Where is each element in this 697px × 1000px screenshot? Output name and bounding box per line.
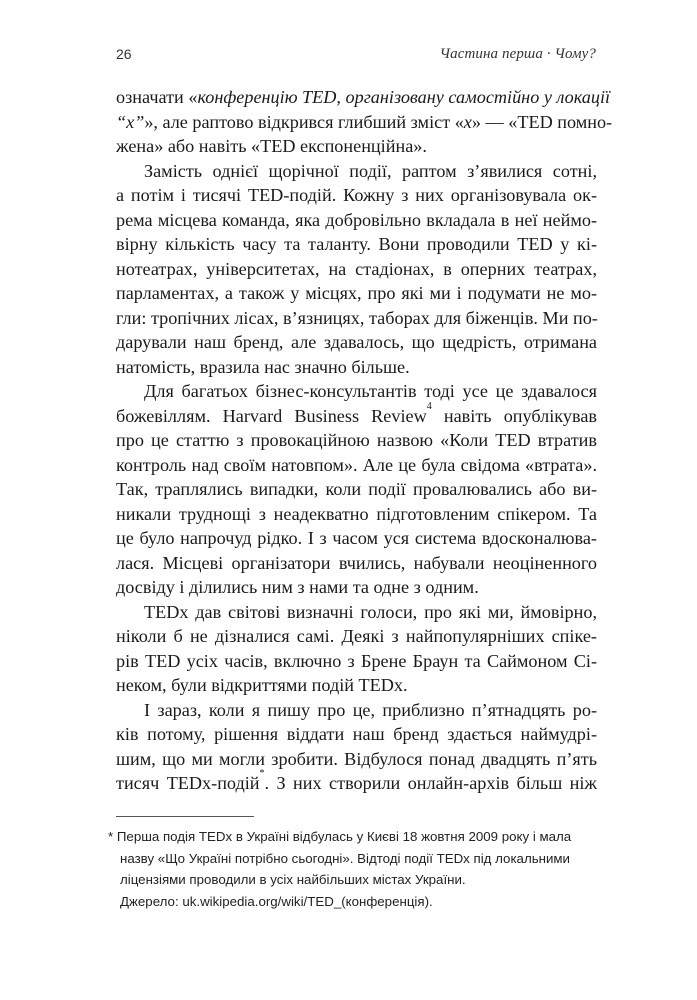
footnote-line: назву «Що Україні потрібно сьогодні». Відтоді події TEDx під локальними [120, 850, 570, 866]
text-line: вірну кількість часу та таланту. Вони проводили TED у кі- [116, 234, 597, 254]
text-line [116, 768, 597, 796]
text-line: Замість однієї щорічної події, раптом з’явилися сотні, [144, 160, 597, 181]
text-line: неком, були відкриттями подій TEDx. [116, 675, 408, 695]
text-line: ніколи б не дізналися самі. Деякі з найпопулярніших спіке- [116, 626, 597, 646]
text-line: дарували наш бренд, але здавалось, що щедрість, отримана [116, 332, 597, 352]
text-line: досвіду і ділились ним з нами та одне з одним. [116, 577, 479, 597]
text-run: тисяч TEDx-подій [116, 773, 260, 793]
paragraph-1 [116, 85, 613, 159]
text-line [116, 85, 611, 110]
text-line: контроль над своїм натовпом». Але це була свідома «втрата». [116, 454, 597, 475]
footnote-line: ліцензіями проводили в усіх найбільших містах України. [120, 872, 466, 887]
footnote-reference[interactable]: * [259, 768, 265, 779]
text-line: шим, що ми могли зробити. Відбулося понад двадцять п’ять [116, 748, 597, 769]
text-line: Так, траплялись випадки, коли події провалювались або ви- [116, 479, 597, 499]
text-line: парламентах, а також у місцях, про які ми і подумати не мо- [116, 283, 597, 303]
footnote-line: * Перша подія TEDx в Україні відбулась у Києві 18 жовтня 2009 року і мала [108, 829, 572, 844]
page-number: 26 [116, 46, 132, 62]
text-line: це було напрочуд рідко. І з часом уся система вдосконалюва- [116, 528, 597, 548]
paragraph-3 [116, 379, 597, 600]
text-line: гли: тропічних лісах, в’язницях, таборах для біженців. Ми по- [116, 307, 598, 328]
text-run: . З них створили онлайн-архів більш ніж [264, 773, 597, 793]
italic-run: “x” [116, 111, 145, 132]
text-line: нотеатрах, університетах, на стадіонах, в оперних театрах, [116, 258, 597, 279]
text-line: жена» або навіть «TED експоненційна». [116, 136, 427, 156]
page-header [116, 46, 596, 68]
footnote-source: Джерело: uk.wikipedia.org/wiki/TED_(конференція). [120, 893, 433, 909]
body-text [116, 85, 613, 796]
text-run: », але раптово відкрився глибший зміст « [144, 111, 464, 132]
text-line: лася. Місцеві організатори вчились, набували неоціненного [116, 552, 597, 573]
text-line: ків потому, рішення віддати наш бренд здається наймудрі- [116, 724, 597, 744]
paragraph-4 [116, 600, 597, 698]
italic-run: конференцію TED, організовану самостійно у локації [197, 87, 611, 107]
text-line: TEDx дав світові визначні голоси, про які ми, ймовірно, [144, 601, 597, 622]
text-line [116, 110, 613, 135]
text-line: рів TED усіх часів, включно з Брене Браун та Саймоном Сі- [116, 650, 597, 671]
text-line: натомість, вразила нас значно більше. [116, 356, 410, 377]
text-line: І зараз, коли я пишу про це, приблизно п’ятнадцять ро- [144, 699, 597, 720]
text-run: » — «TED помно- [471, 111, 613, 132]
italic-run: x [463, 111, 472, 132]
footnote [108, 826, 600, 912]
paragraph-5 [116, 698, 597, 796]
footnote-divider [116, 816, 254, 817]
text-line: никали труднощі з неадекватно підготовленим спікером. Та [116, 503, 597, 524]
text-run: навіть опублікував [431, 405, 597, 426]
text-line: про це статтю з провокаційною назвою «Коли TED втратив [116, 430, 597, 450]
text-run: божевіллям. Harvard Business Review [116, 405, 427, 426]
footnote-reference[interactable]: 4 [426, 400, 432, 412]
running-head: Частина перша · Чому? [439, 46, 596, 62]
text-line: а потім і тисячі TED-подій. Кожну з них організовувала ок- [116, 185, 597, 205]
text-line [116, 400, 597, 429]
text-line: рема місцева команда, яка добровільно вкладала в неї неймо- [116, 209, 597, 230]
text-run: означати « [116, 87, 198, 107]
text-line: Для багатьох бізнес-консультантів тоді усе це здавалося [144, 381, 597, 401]
paragraph-2 [116, 159, 597, 380]
